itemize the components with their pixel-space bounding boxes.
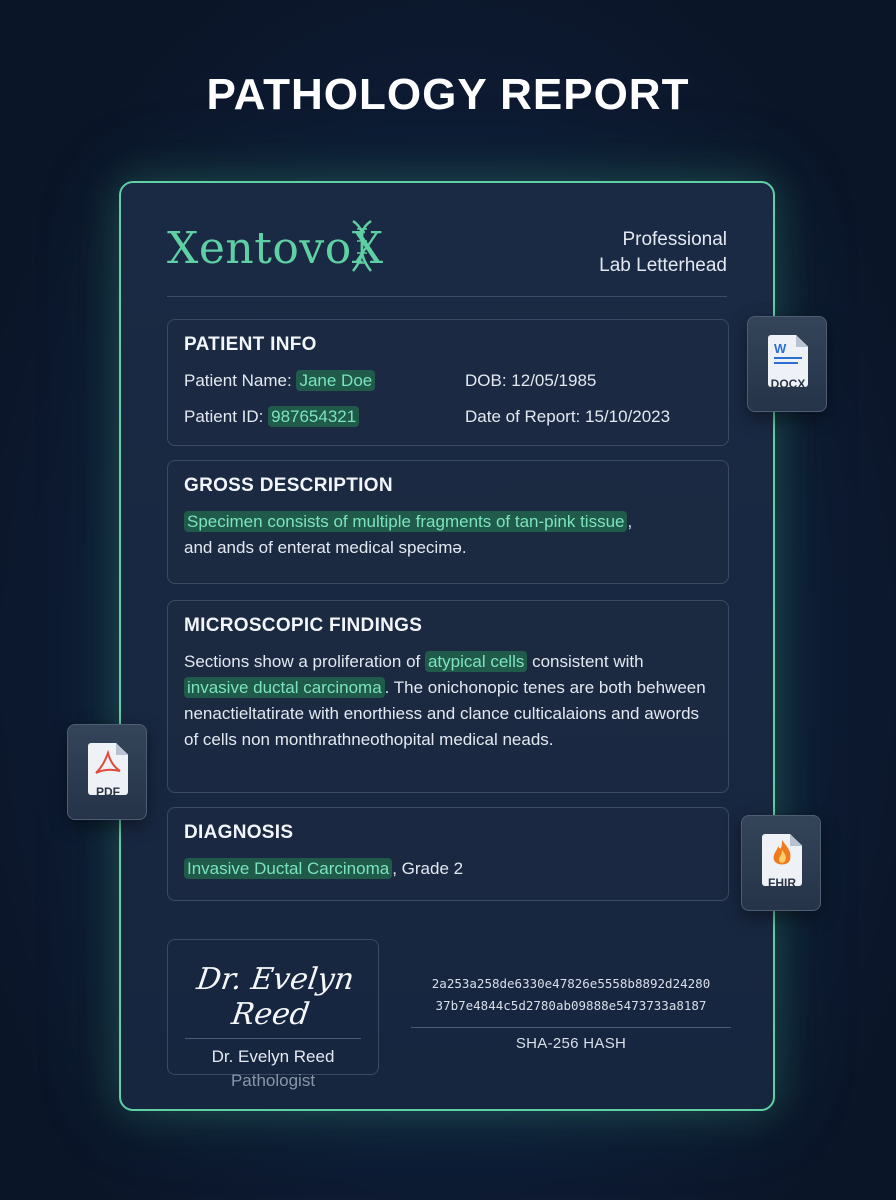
- letterhead-line2: Lab Letterhead: [599, 255, 727, 276]
- fhir-export-badge[interactable]: [741, 815, 821, 911]
- findings-text-1: Sections show a proliferation of: [184, 652, 425, 671]
- microscopic-text: [184, 649, 712, 753]
- section-title: DIAGNOSIS: [184, 822, 294, 843]
- gross-highlight: Specimen consists of multiple fragments of tan-pink tissue: [184, 511, 627, 532]
- patient-id-value: 987654321: [268, 406, 359, 427]
- hash-line2: 37b7e4844c5d2780ab09888e5473733a8187: [435, 998, 707, 1013]
- carcinoma-highlight: invasive ductal carcinoma: [184, 677, 385, 698]
- gross-line2: and ands of enterat medical specimə.: [184, 538, 467, 557]
- patient-name-label: Patient Name:: [184, 371, 292, 390]
- word-glyph-icon: [768, 339, 808, 369]
- diagnosis-highlight: Invasive Ductal Carcinoma: [184, 858, 392, 879]
- report-document: [119, 181, 775, 1111]
- logo-text: XentovoX: [167, 223, 384, 274]
- signature-line: [185, 1038, 361, 1039]
- patient-info-section: [167, 319, 729, 446]
- microscopic-findings-section: [167, 600, 729, 793]
- hash-label: SHA-256 HASH: [515, 1035, 627, 1052]
- header-divider: [167, 296, 727, 297]
- patient-id-label: Patient ID:: [184, 407, 264, 426]
- dob: DOB: 12/05/1985: [465, 371, 597, 390]
- pdf-label: PDF: [96, 785, 120, 799]
- findings-text-2: consistent with: [527, 652, 644, 671]
- findings-text-3: . The onichonopic tenes are both behween nenactieltatirate with enorthiess and clance culticalaions and awords of cells non monthrathneothopital medical neads.: [184, 678, 706, 749]
- hash-divider: [411, 1027, 731, 1028]
- report-date: Date of Report: 15/10/2023: [465, 407, 671, 426]
- lab-logo: [167, 223, 384, 274]
- section-title: GROSS DESCRIPTION: [184, 475, 393, 496]
- diagnosis-grade: , Grade 2: [392, 859, 464, 878]
- signer-name: Dr. Evelyn Reed: [211, 1047, 335, 1066]
- patient-name-row: [184, 368, 465, 394]
- hash-line1: 2a253a258de6330e47826e5558b8892d24280: [431, 976, 711, 991]
- svg-text:W: W: [774, 341, 787, 356]
- docx-label: DOCX: [770, 377, 806, 391]
- handwritten-signature: Dr. Evelyn Reed: [194, 962, 357, 1032]
- page-title: PATHOLOGY REPORT: [206, 70, 690, 119]
- patient-id-row: [184, 404, 465, 430]
- signature-box: [167, 939, 379, 1090]
- gross-comma: ,: [627, 512, 633, 531]
- docx-export-badge[interactable]: [747, 316, 827, 412]
- hash-value: [411, 973, 731, 1017]
- dna-icon: [347, 217, 377, 275]
- acrobat-glyph-icon: [88, 749, 128, 779]
- letterhead-line1: Professional: [622, 229, 727, 250]
- signer-role: Pathologist: [230, 1071, 316, 1090]
- pdf-export-badge[interactable]: [67, 724, 147, 820]
- atypical-cells-highlight: atypical cells: [425, 651, 527, 672]
- fhir-label: FHIR: [768, 876, 796, 890]
- fhir-flame-icon: [762, 838, 802, 868]
- gross-description-section: [167, 460, 729, 584]
- diagnosis-section: [167, 807, 729, 901]
- letterhead-label: [599, 227, 727, 279]
- section-title: MICROSCOPIC FINDINGS: [184, 615, 423, 636]
- section-title: PATIENT INFO: [184, 334, 317, 355]
- patient-name-value: Jane Doe: [296, 370, 375, 391]
